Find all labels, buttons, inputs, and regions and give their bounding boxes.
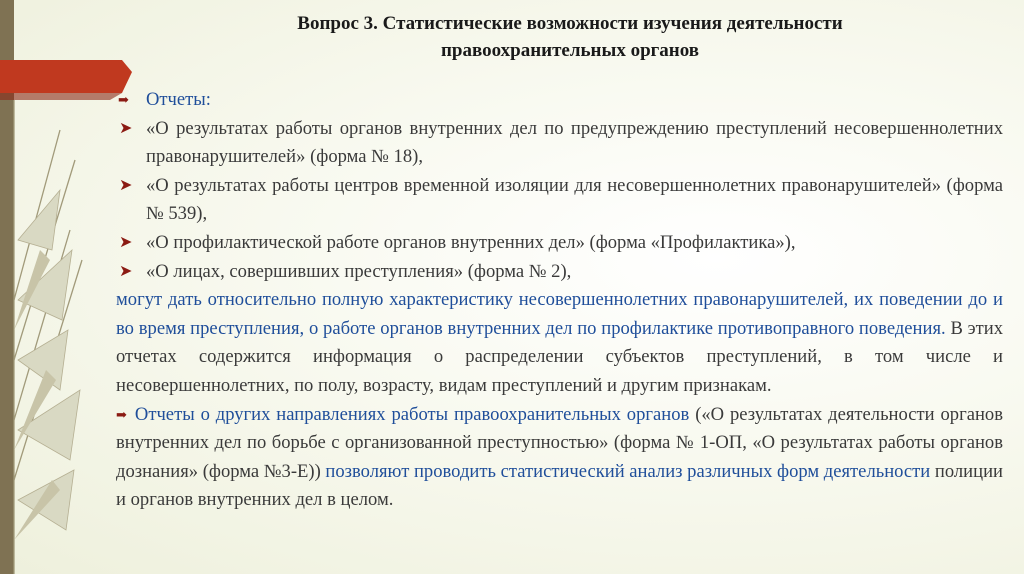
other-reports-highlight: Отчеты о других направлениях работы правоохранительных органов [134, 403, 690, 425]
reports-heading [116, 86, 1003, 115]
list-item-text: «О лицах, совершивших преступления» (форма № 2), [146, 260, 572, 282]
chevron-right-icon: ➤ [119, 176, 133, 194]
other-reports-paragraph [116, 401, 1003, 515]
slide-title [200, 10, 940, 64]
other-reports-forms: («О результатах деятельности органов внутренних дел по борьбе с организованной преступностью» (форма № 1-ОП, «О результатах работы органов дознания» (форма №3-Е)) [116, 403, 1003, 482]
red-banner [0, 60, 132, 93]
list-item [116, 115, 1003, 172]
list-item-text: «О результатах работы органов внутренних дел по предупреждению преступлений несовершеннолетних правонарушителей» (форма № 18), [146, 117, 1003, 168]
list-item [116, 172, 1003, 229]
summary-highlight: могут дать относительно полную характеристику несовершеннолетних правонарушителей, их поведении до и во время преступления, о работе органов внутренних дел по профилактике противоправного поведения. [116, 289, 1003, 339]
list-item [116, 258, 1003, 287]
list-item-text: «О результатах работы центров временной изоляции для несовершеннолетних правонарушителей» (форма № 539), [146, 174, 1003, 225]
reports-heading-text: Отчеты: [146, 89, 211, 110]
other-reports-analysis: позволяют проводить статистический анализ различных форм деятельности [320, 460, 931, 482]
title-line-2: правоохранительных органов [440, 40, 700, 61]
summary-rest: В этих отчетах содержится информация о распределении субъектов преступлений, в том числе и несовершеннолетних, по полу, возрасту, видам преступлений и другим признакам. [116, 317, 1003, 396]
other-reports-end: полиции и органов внутренних дел в целом. [116, 460, 1003, 511]
chevron-right-icon: ➤ [119, 262, 133, 280]
arrow-right-icon: ➡ [118, 92, 129, 107]
slide-body [116, 86, 1003, 515]
title-line-1: Вопрос 3. Статистические возможности изучения деятельности [297, 13, 843, 34]
list-item-text: «О профилактической работе органов внутренних дел» (форма «Профилактика»), [146, 231, 796, 253]
arrow-right-icon: ➡ [116, 406, 127, 422]
list-item [116, 229, 1003, 258]
chevron-right-icon: ➤ [119, 119, 133, 137]
summary-paragraph [116, 286, 1003, 400]
chevron-right-icon: ➤ [119, 233, 133, 251]
